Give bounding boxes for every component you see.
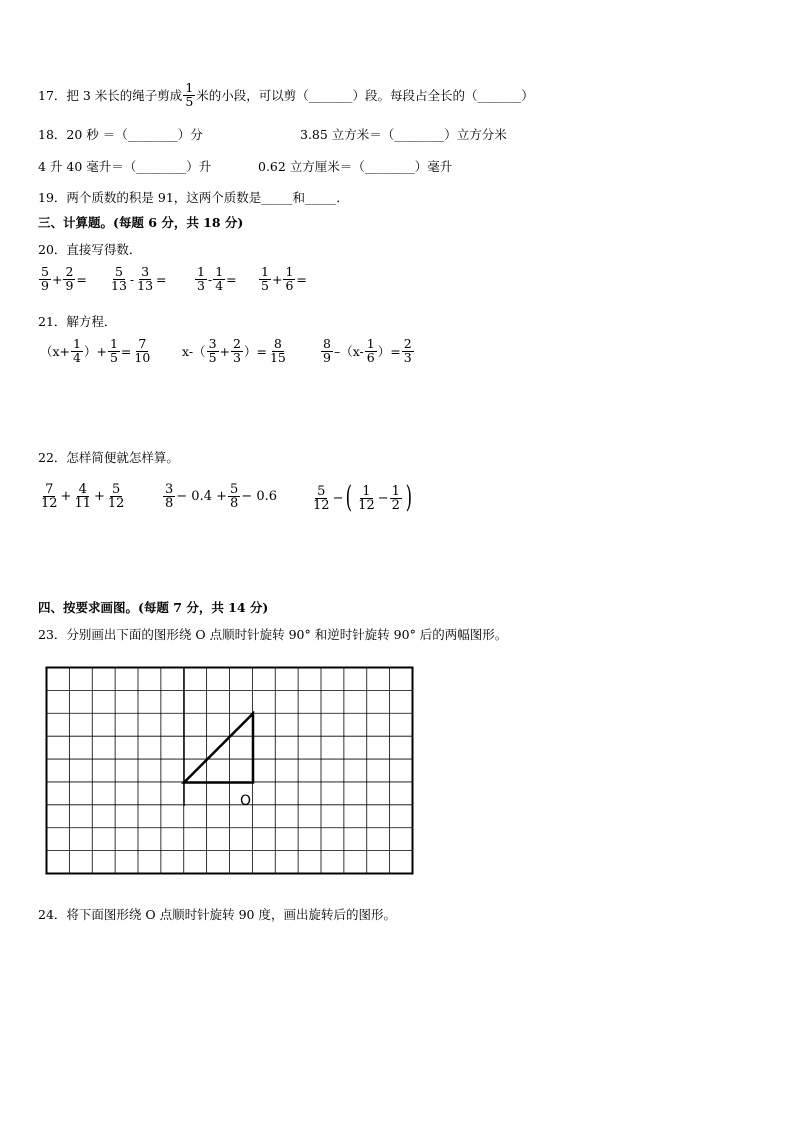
q22-title: 22．怎样简便就怎样算。 xyxy=(38,450,179,465)
q21-equation-3: $\frac{8}{9}$ –（x- $\frac{1}{6}$ ）= $\frac{2}{3}$ xyxy=(323,336,412,365)
q18-b: 3.85 立方米＝（________）立方分米 xyxy=(300,127,507,142)
q18-c: 4 升 40 毫升＝（________）升 xyxy=(38,159,212,174)
q19-text: 19．两个质数的积是 91，这两个质数是_____和_____． xyxy=(38,190,349,205)
q21-equation-2: x-（ $\frac{3}{5}$ + $\frac{2}{3}$ ）= $\frac{8}{15}$ xyxy=(182,336,286,365)
q22-expr-3: $\frac{5}{12}$ − ( $\frac{1}{12}$ − $\frac{1}{2}$ ) xyxy=(313,480,412,515)
q23-text: 23．分别画出下面的图形绕 O 点顺时针旋转 90° 和逆时针旋转 90° 后的两幅图形。 xyxy=(38,627,508,642)
q17-text-1: 把 3 米长的绳子剪成 xyxy=(66,88,183,103)
q24-text: 24．将下面图形绕 O 点顺时针旋转 90 度，画出旋转后的图形。 xyxy=(38,907,396,922)
q20-expr-2: $\frac{5}{13}$ - $\frac{3}{13}$ = xyxy=(111,264,167,293)
q17-number: 17． xyxy=(38,88,67,103)
q20-expr-4: $\frac{1}{5}$ + $\frac{1}{6}$ = xyxy=(261,264,307,293)
q20-expr-3: $\frac{1}{3}$ - $\frac{1}{4}$ = xyxy=(197,264,237,293)
q18-d: 0.62 立方厘米＝（________）毫升 xyxy=(258,159,453,174)
q21-equation-1: （x+ $\frac{1}{4}$ ）+ $\frac{1}{5}$ = $\frac{7}{10}$ xyxy=(40,336,151,365)
rotation-grid xyxy=(45,666,415,876)
question-17 xyxy=(38,82,534,108)
q22-expr-2: $\frac{3}{8}$ − 0.4 + $\frac{5}{8}$ − 0.6 xyxy=(165,482,277,511)
grid-lines xyxy=(47,668,413,874)
q17-text-2: 米的小段，可以剪（_______）段。每段占全长的（_______） xyxy=(196,88,534,103)
q18-a: 18．20 秒 ＝（________）分 xyxy=(38,127,203,142)
q21-title: 21．解方程． xyxy=(38,314,117,329)
q17-fraction: $\frac{1}{5}$ xyxy=(185,80,194,109)
q20-title: 20．直接写得数． xyxy=(38,242,142,257)
section-4-heading: 四、按要求画图。(每题 7 分，共 14 分) xyxy=(38,600,269,615)
triangle-shape xyxy=(184,714,253,783)
point-o-label: O xyxy=(240,793,252,809)
q22-expr-1: $\frac{7}{12}$ + $\frac{4}{11}$ + $\frac{5}{12}$ xyxy=(41,482,125,511)
section-3-heading: 三、计算题。(每题 6 分，共 18 分) xyxy=(38,215,244,230)
q20-expr-1: $\frac{5}{9}$ + $\frac{2}{9}$ = xyxy=(41,264,87,293)
